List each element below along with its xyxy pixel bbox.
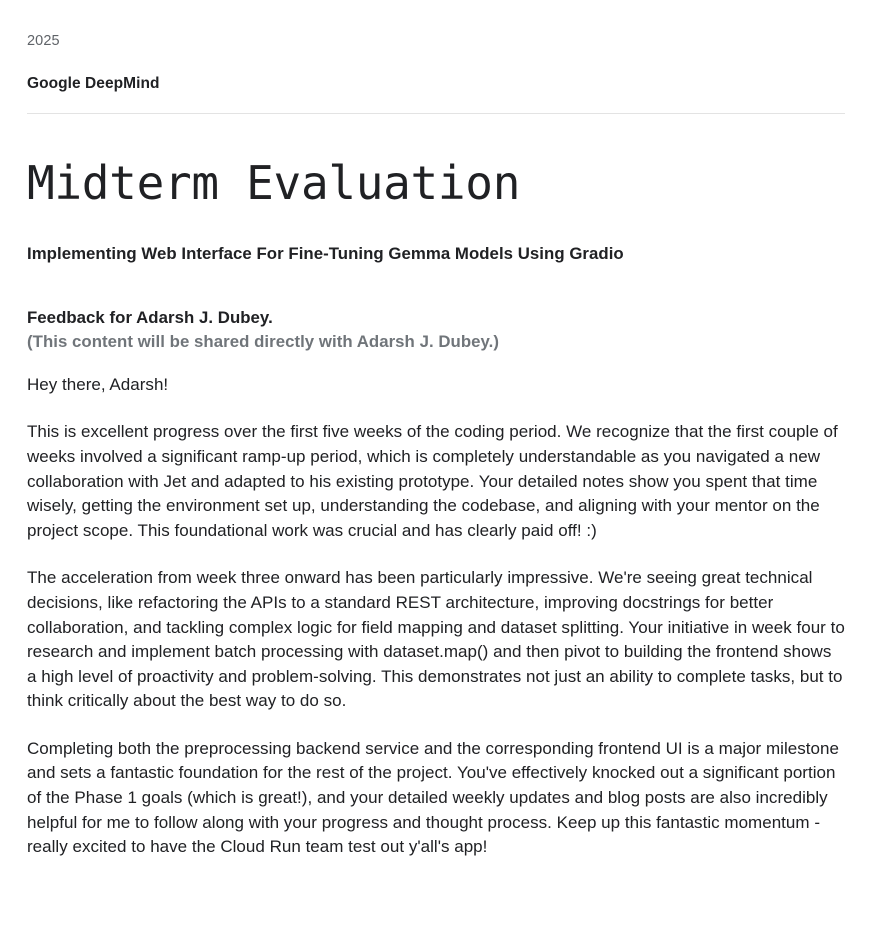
- feedback-sharing-note: (This content will be shared directly with Adarsh J. Dubey.): [27, 331, 500, 351]
- header-divider: [27, 113, 845, 114]
- feedback-greeting: Hey there, Adarsh!: [27, 374, 169, 394]
- feedback-paragraph-3: Completing both the preprocessing backend service and the corresponding frontend UI is a major milestone and sets a fantastic foundation for the rest of the project. You've effectively knocked out a significant portion of the Phase 1 goals (which is great!), and your detailed weekly updates and blog posts are also incredibly helpful for me to follow along with your progress and thought process. Keep up this fantastic momentum - really excited to have the Cloud Run team test out y'all's app!: [27, 738, 839, 857]
- organization-row: [27, 75, 845, 94]
- feedback-section: [27, 306, 845, 860]
- feedback-paragraph-2: The acceleration from week three onward has been particularly impressive. We're seeing great technical decisions, like refactoring the APIs to a standard REST architecture, improving docstrings for better collaboration, and tackling complex logic for field mapping and dataset splitting. Your initiative in week four to research and implement batch processing with dataset.map() and then pivot to building the frontend shows a high level of proactivity and problem-solving. This demonstrates not just an ability to complete tasks, but to think critically about the best way to do so.: [27, 568, 845, 711]
- feedback-heading: Feedback for Adarsh J. Dubey.: [27, 308, 273, 328]
- project-subtitle: Implementing Web Interface For Fine-Tuning Gemma Models Using Gradio: [27, 244, 624, 264]
- document-year: 2025: [27, 33, 60, 49]
- page-title: Midterm Evaluation: [27, 155, 521, 210]
- organization-name: Google DeepMind: [27, 75, 160, 93]
- feedback-paragraph-1: This is excellent progress over the first five weeks of the coding period. We recognize that the first couple of weeks involved a significant ramp-up period, which is completely understandable as you navigated a new collaboration with Jet and adapted to his existing prototype. Your detailed notes show you spent that time wisely, getting the environment set up, understanding the codebase, and aligning with your mentor on the project scope. This foundational work was crucial and has clearly paid off! :): [27, 422, 838, 540]
